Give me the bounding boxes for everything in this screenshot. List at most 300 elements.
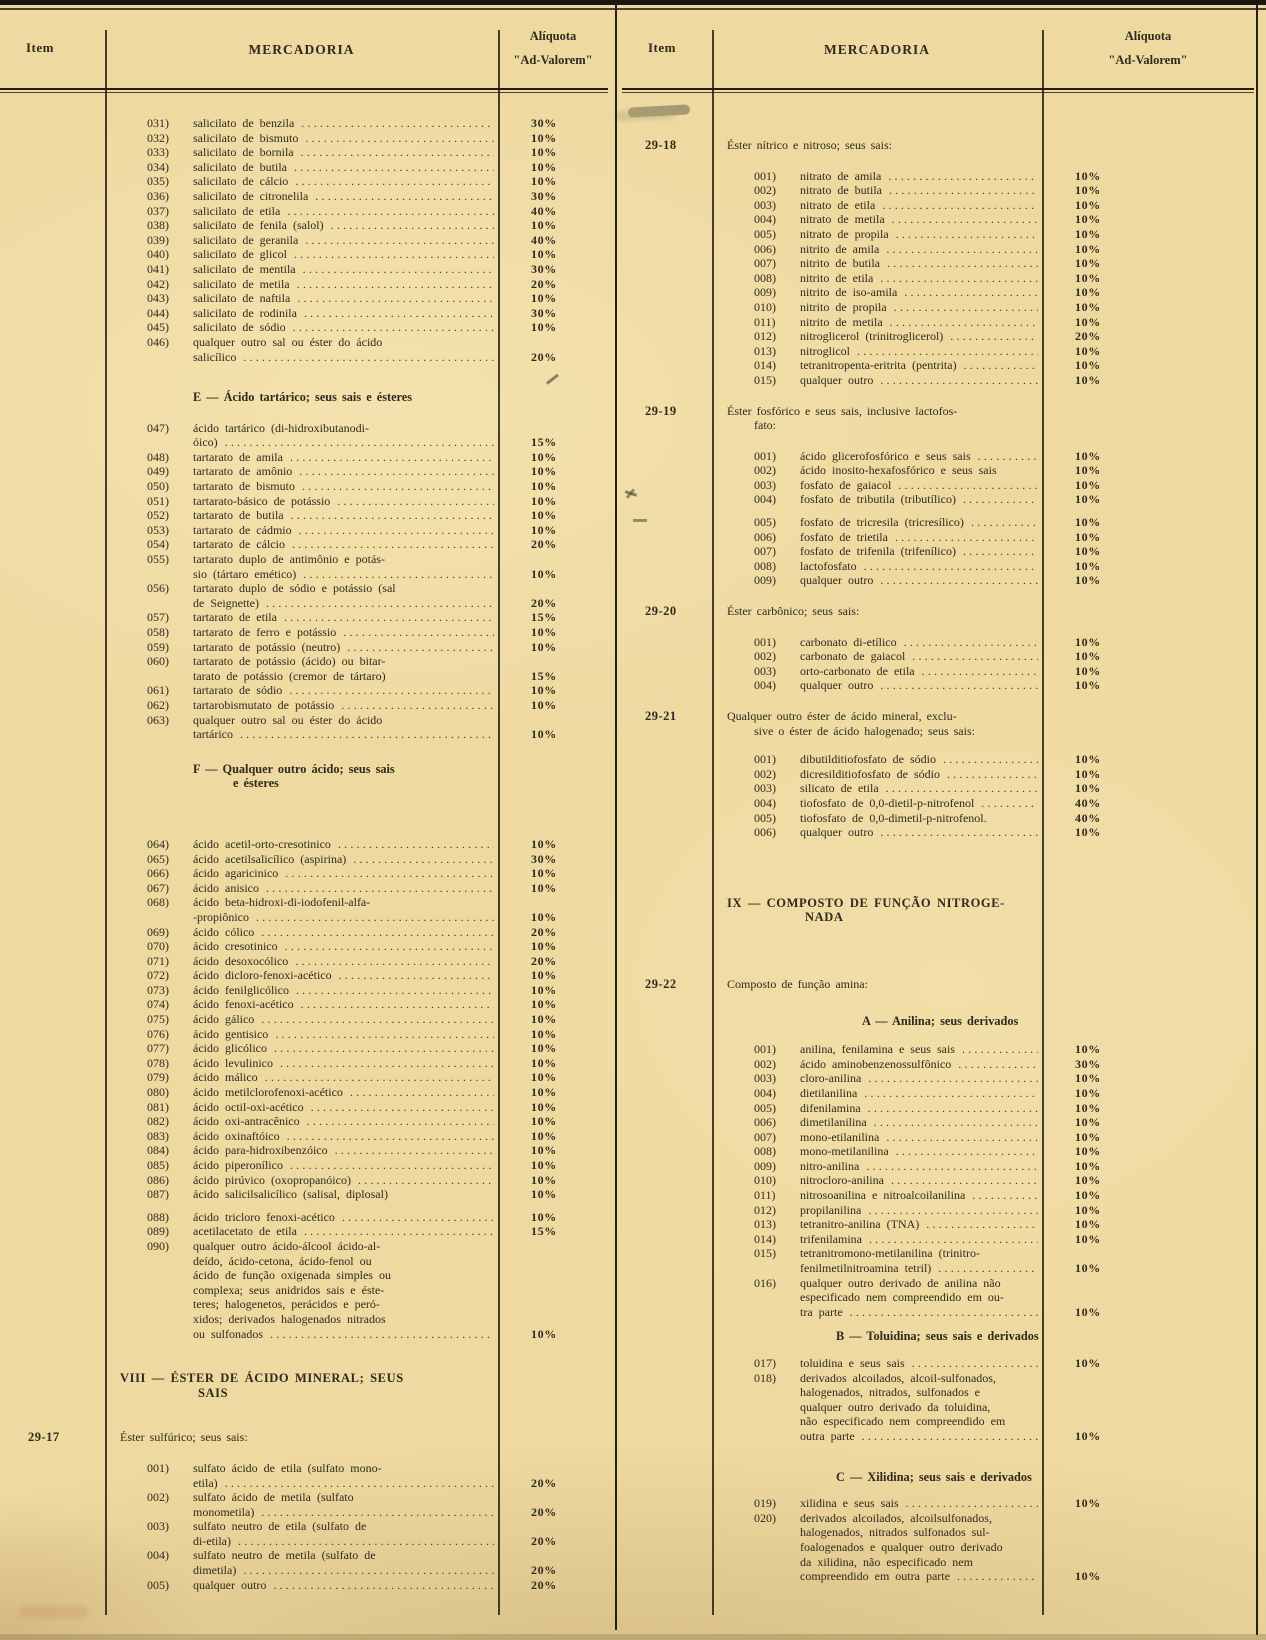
advalorem-rate: 10%	[531, 625, 557, 639]
advalorem-rate: 10%	[531, 639, 557, 654]
merchandise-text: qualquer outro	[800, 573, 874, 588]
item-code-cell	[0, 968, 105, 983]
merchandise-description	[800, 1071, 1042, 1086]
table-row	[622, 256, 1254, 271]
dotted-leader	[311, 1100, 494, 1115]
merchandise-text: nitrosoanilina e nitroalcoilanilina	[800, 1188, 966, 1203]
merchandise-text: nitroglicerol (trinitroglicerol)	[800, 329, 944, 344]
entry-number: 043)	[147, 291, 169, 306]
col-header-aliquota	[498, 24, 608, 72]
entry-number: 071)	[147, 953, 169, 968]
entry-number: 002)	[754, 463, 776, 478]
table-row	[0, 1578, 608, 1593]
advalorem-rate: 10%	[1075, 448, 1101, 463]
merchandise-text: ácido octil-oxi-acético	[193, 1099, 304, 1114]
item-code-cell	[0, 1578, 105, 1593]
dotted-leader	[256, 910, 494, 925]
item-code-cell	[0, 537, 105, 552]
entry-number: 078)	[147, 1055, 169, 1070]
dotted-leader	[243, 1563, 494, 1578]
advalorem-rate: 10%	[531, 866, 557, 881]
advalorem-rate: 10%	[1075, 1202, 1101, 1217]
table-row	[0, 1187, 608, 1202]
table-row	[622, 1496, 1254, 1511]
table-row	[0, 1085, 608, 1100]
merchandise-description	[800, 530, 1042, 545]
merchandise-description	[193, 537, 498, 552]
item-code-cell	[0, 508, 105, 523]
merchandise-text: ácido fenoxi-acético	[193, 997, 294, 1012]
item-code-cell	[622, 1276, 712, 1320]
merchandise-description	[800, 1188, 1042, 1203]
table-row	[0, 1056, 608, 1071]
table-row	[0, 218, 608, 233]
item-code-cell	[0, 625, 105, 640]
item-code-cell	[622, 227, 712, 242]
heading-text: F — Qualquer outro ácido; seus sais e ésteres	[193, 761, 395, 791]
item-code-cell	[0, 881, 105, 896]
item-code-cell	[622, 825, 712, 840]
advalorem-rate: 10%	[1075, 197, 1101, 212]
item-code-cell	[0, 1187, 105, 1202]
advalorem-rate: 10%	[1075, 299, 1101, 314]
table-row	[622, 1159, 1254, 1174]
dotted-leader	[963, 492, 1038, 507]
dotted-leader	[943, 752, 1038, 767]
merchandise-text: salicilato de rodinila	[193, 305, 297, 320]
dotted-leader	[294, 247, 494, 262]
stain-smudge	[18, 1606, 88, 1618]
entry-number: 004)	[754, 212, 776, 227]
advalorem-rate: 10%	[531, 320, 557, 335]
item-code-cell	[622, 515, 712, 530]
merchandise-text: salicílico	[193, 349, 237, 364]
item-code-cell	[0, 421, 105, 450]
advalorem-rate: 10%	[1075, 1261, 1101, 1276]
table-row	[0, 160, 608, 175]
merchandise-description	[800, 1159, 1042, 1174]
merchandise-description	[800, 271, 1042, 286]
item-code-cell	[622, 811, 712, 826]
spacer-row	[622, 116, 1254, 138]
right-page-edge-rule	[1256, 5, 1258, 1635]
merchandise-text: propilanilina	[800, 1202, 862, 1217]
entry-number: 042)	[147, 276, 169, 291]
table-row	[622, 1188, 1254, 1203]
merchandise-description	[193, 1012, 498, 1027]
merchandise-description	[193, 1158, 498, 1173]
entry-number: 074)	[147, 997, 169, 1012]
entry-number: 005)	[754, 1100, 776, 1115]
item-code-cell	[622, 796, 712, 811]
merchandise-description	[800, 559, 1042, 574]
merchandise-text: ácido desoxocólico	[193, 953, 289, 968]
item-code-cell	[622, 1511, 712, 1584]
merchandise-text: salicilato de glicol	[193, 247, 287, 262]
merchandise-description	[800, 1203, 1042, 1218]
merchandise-text: ácido dicloro-fenoxi-acético	[193, 968, 332, 983]
advalorem-rate: 10%	[531, 880, 557, 895]
dotted-leader	[869, 1232, 1038, 1247]
merchandise-description	[800, 649, 1042, 664]
merchandise-text: tartárico	[193, 727, 233, 742]
table-row	[0, 866, 608, 881]
advalorem-rate: 10%	[1075, 544, 1101, 559]
dotted-leader	[892, 212, 1038, 227]
entry-number: 076)	[147, 1026, 169, 1041]
merchandise-text: fosfato de trietila	[800, 529, 888, 544]
item-code-cell	[622, 300, 712, 315]
table-row	[622, 1203, 1254, 1218]
merchandise-description	[193, 954, 498, 969]
table-row	[0, 233, 608, 248]
item-code-cell	[0, 866, 105, 881]
item-code-cell	[0, 262, 105, 277]
entry-number: 020)	[754, 1510, 776, 1525]
dotted-leader	[972, 1188, 1038, 1203]
advalorem-rate: 10%	[1075, 752, 1101, 767]
table-row	[622, 183, 1254, 198]
entry-number: 010)	[754, 1173, 776, 1188]
merchandise-text: ácido salicilsalicílico (salisal, diplosal)	[193, 1187, 388, 1202]
dotted-leader	[295, 174, 494, 189]
dotted-leader	[301, 145, 494, 160]
table-row	[0, 1173, 608, 1188]
table-row	[622, 373, 1254, 388]
dotted-leader	[880, 373, 1038, 388]
dotted-leader	[285, 866, 494, 881]
merchandise-description: sulfato neutro de metila (sulfato de dimetila) .....	[193, 1548, 498, 1577]
merchandise-description: derivados alcoilados, alcoilsulfonados, halogenados, nitrados sulfonados sul- foalogenados e qualquer outro derivado da xilidina, não especificado nem compreendido em outra parte .....	[800, 1511, 1042, 1584]
merchandise-description	[800, 1217, 1042, 1232]
item-code-cell	[622, 1470, 712, 1485]
dotted-leader	[896, 1144, 1038, 1159]
entry-number: 086)	[147, 1172, 169, 1187]
dotted-leader	[307, 1114, 494, 1129]
item-code-cell	[622, 1217, 712, 1232]
dotted-leader	[350, 1085, 494, 1100]
entry-number: 062)	[147, 697, 169, 712]
advalorem-rate: 10%	[1075, 529, 1101, 544]
dotted-leader	[887, 256, 1038, 271]
item-code-cell	[0, 610, 105, 625]
table-row	[0, 494, 608, 509]
merchandise-text: tartarato de sódio	[193, 683, 283, 698]
table-row	[0, 464, 608, 479]
item-code-cell	[622, 169, 712, 184]
dotted-leader	[874, 1115, 1038, 1130]
table-row	[0, 116, 608, 131]
item-code-cell	[622, 1232, 712, 1247]
advalorem-rate: 20%	[531, 595, 557, 610]
table-row	[0, 537, 608, 552]
table-row	[0, 581, 608, 610]
entry-number: 015)	[754, 372, 776, 387]
spacer-row	[622, 738, 1254, 752]
entry-number: 073)	[147, 982, 169, 997]
table-row	[0, 523, 608, 538]
merchandise-text: dimetilanilina	[800, 1115, 867, 1130]
merchandise-description: derivados alcoilados, alcoil-sulfonados, halogenados, nitrados, sulfonados e qualquer outro derivado da toluidina, não especificado nem compreendido em outra parte .....	[800, 1371, 1042, 1444]
dotted-leader	[294, 160, 494, 175]
item-code-cell	[0, 320, 105, 335]
entry-number: 019)	[754, 1496, 776, 1511]
merchandise-description	[193, 1210, 498, 1225]
merchandise-text: ácido oxi-antracênico	[193, 1114, 300, 1129]
table-row	[0, 954, 608, 969]
item-code-cell	[0, 1129, 105, 1144]
item-code: 29-18	[645, 138, 677, 152]
table-row	[622, 169, 1254, 184]
table-row	[622, 1042, 1254, 1057]
advalorem-rate: 20%	[531, 1533, 557, 1548]
spacer-row	[0, 791, 608, 837]
table-row	[622, 1232, 1254, 1247]
dotted-leader	[912, 1356, 1038, 1371]
advalorem-rate: 10%	[531, 291, 557, 306]
advalorem-rate: 10%	[1075, 492, 1101, 507]
merchandise-description	[800, 373, 1042, 388]
dotted-leader	[261, 925, 494, 940]
advalorem-rate: 10%	[1075, 256, 1101, 271]
merchandise-description	[193, 610, 498, 625]
item-code-cell	[622, 559, 712, 574]
spacer-row	[622, 840, 1254, 896]
merchandise-text: nitrito de amila	[800, 241, 880, 256]
entry-number: 079)	[147, 1070, 169, 1085]
advalorem-rate: 10%	[531, 982, 557, 997]
merchandise-description: tartarato duplo de antimônio e potás- sio (tártaro emético) .....	[193, 552, 498, 581]
dotted-leader	[261, 1012, 494, 1027]
entry-number: 055)	[147, 552, 169, 567]
col-header-aliquota-line2: "Ad-Valorem"	[1108, 53, 1188, 67]
entry-number: 037)	[147, 203, 169, 218]
item-code-cell	[622, 530, 712, 545]
merchandise-text: tra parte	[800, 1304, 843, 1319]
merchandise-description	[193, 247, 498, 262]
merchandise-description	[800, 1101, 1042, 1116]
item-code-cell	[622, 1173, 712, 1188]
advalorem-rate: 10%	[1075, 573, 1101, 588]
table-row	[0, 1143, 608, 1158]
merchandise-text: mono-metilanilina	[800, 1144, 889, 1159]
entry-number: 002)	[147, 1490, 169, 1505]
merchandise-text: tiofosfato de 0,0-dietil-p-nitrofenol	[800, 795, 975, 810]
merchandise-description: ácido beta-hidroxi-di-iodofenil-alfa- -propiônico .....	[193, 895, 498, 924]
dotted-leader	[963, 544, 1038, 559]
group-row	[0, 1430, 608, 1445]
dotted-leader	[280, 1056, 494, 1071]
entry-number: 070)	[147, 939, 169, 954]
dotted-leader	[295, 954, 494, 969]
table-row	[0, 189, 608, 204]
item-code-cell	[0, 291, 105, 306]
entry-number: 006)	[754, 241, 776, 256]
advalorem-rate: 20%	[531, 1504, 557, 1519]
advalorem-rate: 10%	[1075, 825, 1101, 840]
merchandise-text: nitrato de amila	[800, 168, 882, 183]
item-code-cell	[0, 698, 105, 713]
merchandise-description	[193, 1100, 498, 1115]
table-row	[622, 573, 1254, 588]
spacer-row	[622, 1484, 1254, 1496]
table-row	[622, 1356, 1254, 1371]
dotted-leader	[358, 1173, 494, 1188]
item-code-cell	[0, 1027, 105, 1042]
entry-number: 075)	[147, 1012, 169, 1027]
merchandise-text: salicilato de cálcio	[193, 174, 289, 189]
table-row	[0, 640, 608, 655]
spacer-row	[0, 742, 608, 762]
table-row	[0, 1158, 608, 1173]
merchandise-description	[193, 925, 498, 940]
merchandise-description: qualquer outro ácido-álcool ácido-al- deído, ácido-cetona, ácido-fenol ou ácido de função oxigenada simples ou complexa; seus anidridos sais e éste- teres; halogenetos, perácidos e peró- xidos; derivados halogenados nitrados ou sulfonados .....	[193, 1239, 498, 1341]
entry-number: 012)	[754, 1202, 776, 1217]
center-column-divider	[615, 5, 617, 1630]
item-code-cell	[622, 315, 712, 330]
table-row	[0, 1012, 608, 1027]
chapter-heading-row	[622, 896, 1254, 925]
advalorem-rate: 10%	[1075, 1217, 1101, 1232]
dotted-leader	[353, 852, 494, 867]
merchandise-text: tartarato de butila	[193, 508, 284, 523]
item-code-cell	[0, 939, 105, 954]
heading-text: VIII — ÉSTER DE ÁCIDO MINERAL; SEUS SAIS	[120, 1371, 404, 1400]
merchandise-description	[193, 997, 498, 1012]
item-code-cell	[622, 449, 712, 464]
table-row	[0, 1100, 608, 1115]
entry-number: 066)	[147, 866, 169, 881]
merchandise-text: nitroglicol	[800, 343, 850, 358]
entry-number: 090)	[147, 1238, 169, 1253]
merchandise-text: trifenilamina	[800, 1231, 862, 1246]
merchandise-description	[193, 306, 498, 321]
merchandise-description	[193, 218, 498, 233]
merchandise-description	[193, 233, 498, 248]
col-header-aliquota	[1042, 24, 1254, 72]
entry-number: 084)	[147, 1143, 169, 1158]
item-code-cell	[0, 1519, 105, 1548]
bottom-page-edge	[0, 1634, 1266, 1640]
advalorem-rate: 10%	[1075, 358, 1101, 373]
entry-number: 033)	[147, 145, 169, 160]
merchandise-description	[193, 189, 498, 204]
merchandise-text: salicilato de benzila	[193, 116, 295, 130]
item-code-cell	[0, 277, 105, 292]
merchandise-text: cloro-anilina	[800, 1071, 862, 1086]
table-row	[0, 1224, 608, 1239]
merchandise-text: compreendido em outra parte	[800, 1569, 950, 1584]
item-code-cell	[622, 1057, 712, 1072]
merchandise-text: ácido gálico	[193, 1012, 255, 1027]
item-code: 29-22	[645, 976, 677, 991]
entry-number: 008)	[754, 270, 776, 285]
item-code-cell	[0, 131, 105, 146]
entry-number: 049)	[147, 464, 169, 479]
entry-number: 016)	[754, 1275, 776, 1290]
table-row	[0, 1548, 608, 1577]
advalorem-rate: 10%	[531, 145, 557, 160]
entry-number: 007)	[754, 544, 776, 559]
dotted-leader	[912, 649, 1038, 664]
dotted-leader	[304, 306, 494, 321]
merchandise-description	[193, 523, 498, 538]
spacer-row	[622, 388, 1254, 404]
entry-number: 004)	[754, 492, 776, 507]
dotted-leader	[287, 1129, 494, 1144]
entry-number: 011)	[754, 314, 776, 329]
entry-number: 005)	[754, 810, 776, 825]
merchandise-description	[193, 479, 498, 494]
merchandise-text: anilina, fenilamina e seus sais	[800, 1042, 955, 1057]
merchandise-text: salicilato de bornila	[193, 145, 294, 160]
table-row	[622, 825, 1254, 840]
table-row	[0, 320, 608, 335]
merchandise-text: ácido glicerofosfórico e seus sais	[800, 448, 971, 463]
entry-number: 017)	[754, 1356, 776, 1370]
table-row	[622, 1144, 1254, 1159]
merchandise-description	[193, 131, 498, 146]
entry-number: 010)	[754, 299, 776, 314]
spacer-row	[0, 405, 608, 421]
dotted-leader	[888, 169, 1038, 184]
merchandise-description	[800, 256, 1042, 271]
item-code-cell	[0, 1085, 105, 1100]
merchandise-text: ácido inosito-hexafosfórico e seus sais	[800, 463, 997, 478]
dotted-leader	[868, 1071, 1038, 1086]
entry-number: 034)	[147, 159, 169, 174]
advalorem-rate: 10%	[531, 1114, 557, 1129]
advalorem-rate: 10%	[531, 1026, 557, 1041]
merchandise-description	[193, 1070, 498, 1085]
merchandise-text: monometila)	[193, 1504, 255, 1519]
merchandise-description	[800, 796, 1042, 811]
spacer-row	[622, 992, 1254, 1014]
merchandise-text: -propiônico	[193, 909, 249, 924]
table-row	[622, 198, 1254, 213]
merchandise-description: sulfato ácido de etila (sulfato mono- etila) .....	[193, 1461, 498, 1490]
dotted-leader	[339, 968, 494, 983]
item-code-cell	[0, 925, 105, 940]
advalorem-rate: 10%	[1075, 1304, 1101, 1319]
group-row	[622, 709, 1254, 738]
merchandise-text: qualquer outro	[800, 825, 874, 840]
entry-number: 009)	[754, 1158, 776, 1173]
item-code-cell	[622, 212, 712, 227]
table-row	[0, 552, 608, 581]
dotted-leader	[896, 227, 1038, 242]
table-row	[622, 559, 1254, 574]
item-code-cell	[622, 344, 712, 359]
merchandise-description: sulfato ácido de metila (sulfato monometila) .....	[193, 1490, 498, 1519]
item-code-cell	[622, 198, 712, 213]
merchandise-description	[193, 494, 498, 509]
table-row	[0, 262, 608, 277]
item-code-cell	[622, 896, 712, 925]
advalorem-rate: 10%	[1075, 766, 1101, 781]
merchandise-description	[193, 968, 498, 983]
advalorem-rate: 30%	[531, 188, 557, 203]
table-row	[622, 1086, 1254, 1101]
entry-number: 012)	[754, 329, 776, 344]
item-code-cell	[622, 635, 712, 650]
dotted-leader	[890, 315, 1038, 330]
entry-number: 005)	[754, 515, 776, 530]
dotted-leader	[866, 1159, 1038, 1174]
merchandise-text: salicilato de metila	[193, 276, 290, 291]
merchandise-description	[800, 1173, 1042, 1188]
item-code-cell	[622, 1115, 712, 1130]
